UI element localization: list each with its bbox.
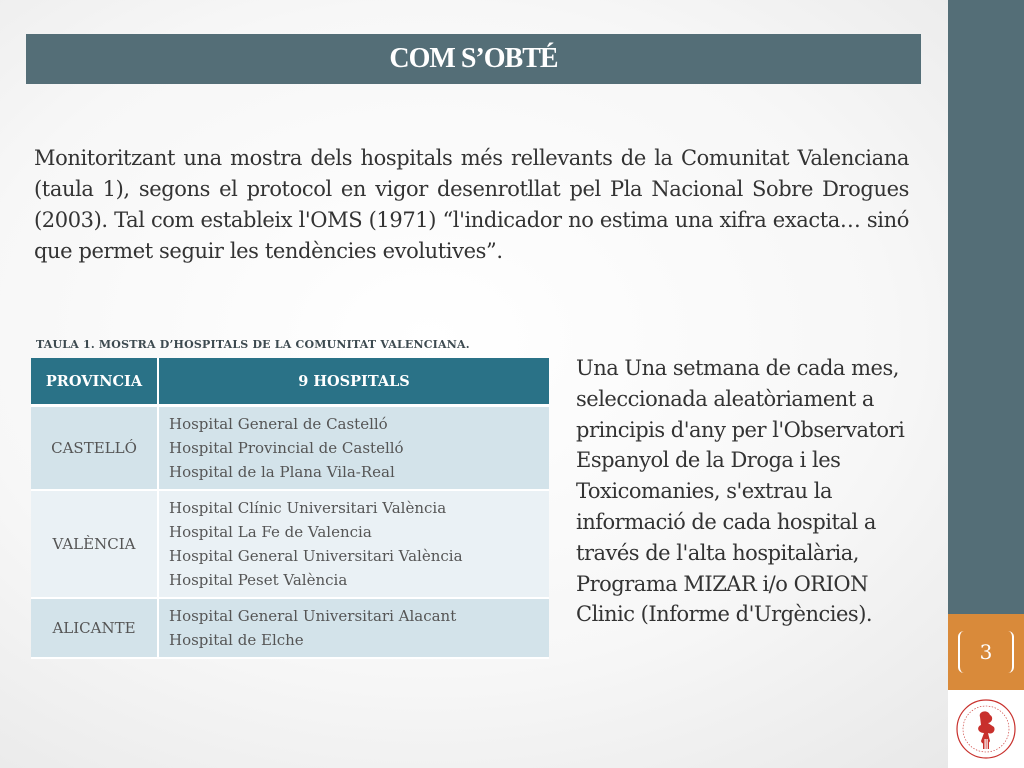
column-header-hospitals: 9 HOSPITALS: [158, 358, 549, 406]
province-cell: CASTELLÓ: [31, 406, 158, 491]
slide-title: COM S’OBTÉ: [389, 43, 558, 74]
hospitals-table: [31, 358, 549, 659]
table-row: [31, 406, 549, 491]
hospital-name: Hospital General Universitari València: [169, 547, 463, 565]
table-row: [31, 490, 549, 598]
page-number-box: [948, 614, 1024, 690]
hospitals-cell: [158, 490, 549, 598]
hospital-name: Hospital La Fe de Valencia: [169, 523, 372, 541]
generalitat-valenciana-seal-icon: [954, 695, 1018, 763]
table-header-row: [31, 358, 549, 406]
side-paragraph: Una Una setmana de cada mes, seleccionada aleatòriament a principis d'any per l'Observatori Espanyol de la Droga i les Toxicomanies, s'extrau la informació de cada hospital a través de l'alta hospitalària, Programa MIZAR i/o ORION Clinic (Informe d'Urgències).: [576, 356, 905, 627]
province-cell: VALÈNCIA: [31, 490, 158, 598]
intro-paragraph: Monitoritzant una mostra dels hospitals més rellevants de la Comunitat Valenciana (taula 1), segons el protocol en vigor desenrotllat pel Pla Nacional Sobre Drogues (2003). Tal com estableix l'OMS (1971) “l'indicador no estima una xifra exacta… sinó que permet seguir les tendències evolutives”.: [34, 146, 909, 263]
hospital-name: Hospital Clínic Universitari València: [169, 499, 447, 517]
page-number: 3: [979, 640, 993, 664]
hospital-name: Hospital Peset València: [169, 571, 348, 589]
table-caption: TAULA 1. MOSTRA D’HOSPITALS DE LA COMUNITAT VALENCIANA.: [36, 338, 470, 351]
logo-box: [948, 690, 1024, 768]
hospital-name: Hospital Provincial de Castelló: [169, 439, 404, 457]
table-row: [31, 598, 549, 658]
page-number-frame: [958, 631, 1014, 673]
hospital-name: Hospital de Elche: [169, 631, 304, 649]
hospital-name: Hospital General Universitari Alacant: [169, 607, 457, 625]
slide-title-bar: [26, 34, 921, 84]
column-header-province: PROVINCIA: [31, 358, 158, 406]
hospitals-cell: [158, 598, 549, 658]
hospital-name: Hospital de la Plana Vila-Real: [169, 463, 395, 481]
hospital-name: Hospital General de Castelló: [169, 415, 388, 433]
hospitals-cell: [158, 406, 549, 491]
province-cell: ALICANTE: [31, 598, 158, 658]
